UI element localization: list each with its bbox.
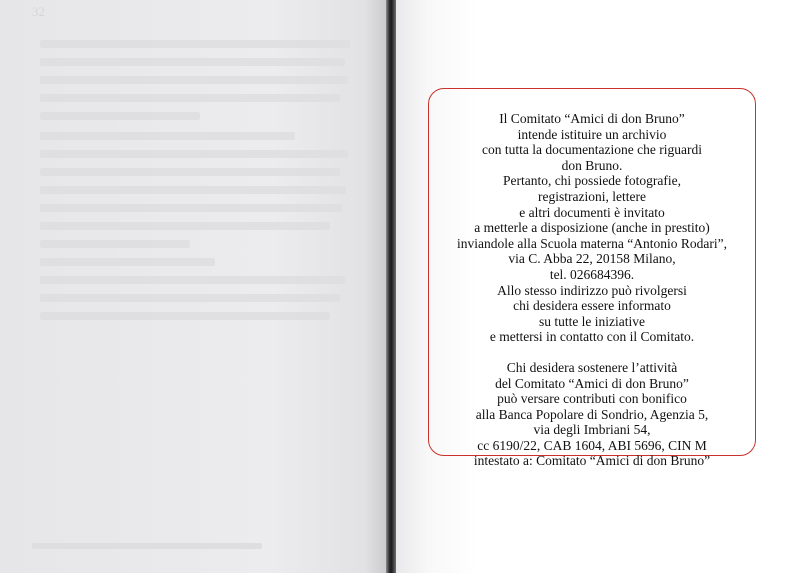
notice-line: Allo stesso indirizzo può rivolgersi — [497, 282, 687, 298]
notice-line: e mettersi in contatto con il Comitato. — [489, 329, 695, 345]
notice-line: intende istituire un archivio — [517, 126, 667, 142]
page-number: 32 — [32, 4, 45, 19]
notice-line: a metterle a disposizione (anche in prestito) — [474, 220, 710, 236]
notice-line: alla Banca Popolare di Sondrio, Agenzia 5, — [475, 406, 709, 422]
notice-line: può versare contributi con bonifico — [497, 391, 687, 407]
notice-line: chi desidera essere informato — [513, 298, 671, 314]
notice-line: via C. Abba 22, 20158 Milano, — [508, 251, 676, 267]
notice-line: via degli Imbriani 54, — [533, 422, 651, 438]
notice-line: tel. 026684396. — [549, 266, 635, 282]
notice-line: don Bruno. — [561, 157, 623, 173]
notice-line: cc 6190/22, CAB 1604, ABI 5696, CIN M — [477, 437, 707, 453]
left-page — [0, 0, 388, 573]
archive-notice-box — [428, 88, 756, 469]
paragraph-spacer — [437, 345, 747, 360]
notice-line: registrazioni, lettere — [538, 188, 646, 204]
notice-line: intestato a: Comitato “Amici di don Bruno” — [473, 453, 711, 469]
notice-line: con tutta la documentazione che riguardi — [481, 142, 703, 158]
notice-line: del Comitato “Amici di don Bruno” — [495, 375, 689, 391]
show-through-footer — [32, 543, 262, 549]
notice-line: Il Comitato “Amici di don Bruno” — [499, 111, 685, 126]
donation-paragraph — [437, 360, 747, 469]
archive-request-paragraph — [437, 111, 747, 345]
show-through-text — [40, 40, 350, 320]
notice-line: e altri documenti è invitato — [519, 204, 665, 220]
notice-line: inviandole alla Scuola materna “Antonio Rodari”, — [457, 235, 727, 251]
notice-line: Chi desidera sostenere l’attività — [506, 359, 678, 375]
notice-line: Pertanto, chi possiede fotografie, — [502, 173, 682, 189]
notice-line: su tutte le iniziative — [538, 313, 646, 329]
book-gutter — [386, 0, 396, 573]
right-page — [396, 0, 800, 573]
